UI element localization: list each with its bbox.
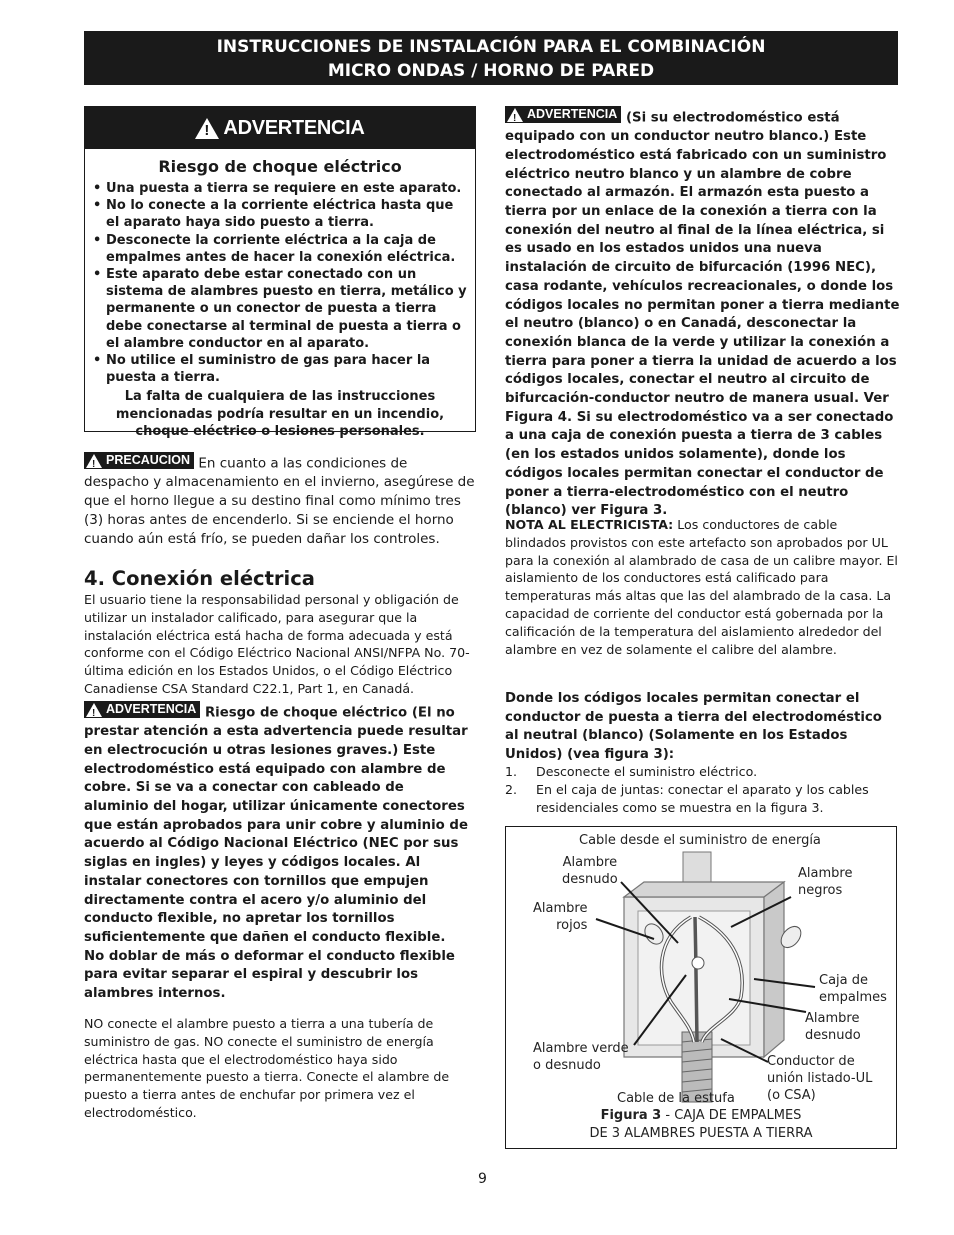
caution-text: En cuanto a las condiciones de despacho y almacenamiento en el invierno, asegúrese de que el horno llegue a su destino final como mínimo tres (3) horas antes de encenderlo. Si se enciende el horno cuando aún está frío, se pueden dañar los controles.: [84, 455, 475, 547]
section-heading: 4. Conexión eléctrica: [84, 567, 315, 590]
figure-label-black-wire: Alambre negros: [798, 866, 853, 898]
gas-note: NO conecte el alambre puesto a tierra a una tubería de suministro de gas. NO conecte el suministro de energía eléctrica hasta que el electrodoméstico haya sido permanentemente puesto a tierra. Conecte el alambre de puesto a tierra antes de enchufar por primera vez el electrodoméstico.: [84, 1016, 450, 1120]
figure-label-green-wire: Alambre verde o desnudo: [533, 1041, 629, 1073]
caution-badge: ! PRECAUCION: [84, 452, 194, 469]
warning-footer: La falta de cualquiera de las instrucciones mencionadas podría resultar en un incendio, choque eléctrico o lesiones personales.: [115, 389, 445, 439]
warning-box-title: Riesgo de choque eléctrico: [158, 157, 402, 176]
figure-3: [505, 826, 897, 1149]
figure-label-range-cable: Cable de la estufa: [617, 1091, 735, 1106]
warning-item: • No lo conecte a la corriente eléctrica hasta que el aparato haya sido puesto a tierra.: [93, 197, 469, 231]
figure-caption: Figura 3 - CAJA DE EMPALMES: [600, 1108, 802, 1123]
warning-badge: ! ADVERTENCIA: [505, 106, 621, 123]
warning-badge: ! ADVERTENCIA: [84, 701, 200, 718]
aluminium-warning-text: (El no prestar atención a esta advertencia puede resultar en electrocución u otras lesiones graves.) Este electrodoméstico está equipado con alambre de cobre. Si se va a conectar con cableado de aluminio del hogar, utilizar únicamente conectores que están aprobados para unir cobre y aluminio de acuerdo al Código Nacional Eléctrico (NEC por sus siglas en ingles) y leyes y códigos locales. Al instalar conectores con tornillos que empujen directamente contra el acero y/o aluminio del conducto flexible, no apretar los tornillos suficientemente que dañen el conducto flexible. No doblar de más o deformar el conducto flexible para evitar separar el espiral y descubrir los alambres internos.: [84, 705, 468, 1002]
warning-triangle-icon: [86, 703, 102, 717]
neutral-warning-text: (Si su electrodoméstico está equipado con un conductor neutro blanco.) Este electrodoméstico está fabricado con un suministro eléctrico neutro blanco y un alambre de cobre conectado al armazón. El armazón esta puesto a tierra por un enlace de la conexión a tierra con la conexión del neutro al final de la línea eléctrica, si es usado en los estados unidos una nueva instalación de circuito de bifurcación (1996 NEC), casa rodante, vehículos recreacionales, o donde los códigos locales no permitan poner a tierra mediante el neutro (blanco) o en Canadá, desconectar la conexión blanca de la verde y utilizar la conexión a tierra para poner a tierra la unidad de acuerdo a los códigos locales, conectar el neutro al circuito de bifurcación-conductor neutro de manera usual. Ver Figura 4. Si su electrodoméstico va a ser conectado a una caja de conexión puesta a tierra de 3 cables (en los estados unidos solamente), donde los códigos locales permitan conectar el conductor de poner a tierra-electrodoméstico con el neutro (blanco) ver Figura 3.: [505, 110, 900, 519]
warning-triangle-icon: [86, 454, 102, 468]
step-item: 2. En el caja de juntas: conectar el aparato y los cables residenciales como se muestra en la figura 3.: [505, 781, 869, 815]
header-line-1: INSTRUCCIONES DE INSTALACIÓN PARA EL COMBINACIÓN: [216, 37, 766, 57]
figure-label-bare-wire-2: Alambre desnudo: [805, 1011, 861, 1043]
warning-triangle-icon: [507, 108, 523, 122]
figure-label-bare-wire: Alambre desnudo: [562, 855, 618, 887]
local-codes-heading: Donde los códigos locales permitan conectar el conductor de puesta a tierra del electrodoméstico al neutral (blanco) (Solamente en los Estados Unidos) (vea figura 3):: [505, 691, 882, 763]
section-intro: El usuario tiene la responsabilidad personal y obligación de utilizar un instalador calificado, para asegurar que la instalación eléctrica está hacha de forma adecuada y está conforme con el Código Eléctrico Nacional ANSI/NFPA No. 70-última edición en los Estados Unidos, o el Código Eléctrico Canadiense CSA Standard C22.1, Part 1, en Canadá.: [84, 592, 470, 696]
electrician-note: [505, 516, 899, 658]
neutral-warning: [505, 106, 901, 521]
figure-caption-line-2: DE 3 ALAMBRES PUESTA A TIERRA: [589, 1126, 813, 1141]
warning-badge: ! ADVERTENCIA: [195, 117, 364, 140]
electrician-note-text: Los conductores de cable blindados provistos con este artefacto son aprobados por UL para la conexión al alambrado de casa de un calibre mayor. El aislamiento de los conductores está calificado para temperaturas más altas que las del alambrado de la casa. La capacidad de corriente del conductor está gobernada por la calificación de la temperatura del aislamiento alrededor del alambre en vez de solamente el calibre del alambre.: [505, 517, 898, 657]
figure-label-ul-conductor: Conductor de unión listado-UL (o CSA): [767, 1054, 873, 1103]
page-number: 9: [478, 1171, 487, 1187]
aluminium-warning-title: Riesgo de choque eléctrico: [204, 705, 408, 721]
warning-item: • Este aparato debe estar conectado con un sistema de alambres puesto en tierra, metálico y permanente o un conector de puesta a tierra debe conectarse al terminal de puesta a tierra o el alambre conductor en al aparato.: [93, 266, 469, 352]
figure-label-red-wire: Alambre rojos: [533, 901, 588, 933]
warning-item: • No utilice el suministro de gas para hacer la puesta a tierra.: [93, 352, 469, 386]
shock-warning-box: [84, 106, 476, 439]
step-item: 1. Desconecte el suministro eléctrico.: [505, 764, 758, 779]
caution-paragraph: [84, 452, 476, 548]
warning-list: [85, 180, 475, 386]
figure-label-supply: Cable desde el suministro de energía: [579, 833, 821, 848]
steps-list: [505, 763, 899, 816]
warning-item: • Una puesta a tierra se requiere en este aparato.: [93, 180, 469, 197]
page-header: [84, 31, 898, 85]
figure-label-junction-box: Caja de empalmes: [819, 973, 887, 1005]
warning-triangle-icon: [195, 118, 219, 139]
header-line-2: MICRO ONDAS / HORNO DE PARED: [327, 61, 655, 81]
warning-bar: [85, 107, 475, 149]
warning-item: • Desconecte la corriente eléctrica a la caja de empalmes antes de hacer la conexión eléctrica.: [93, 232, 469, 266]
electrician-note-label: NOTA AL ELECTRICISTA:: [505, 517, 674, 532]
aluminium-warning: [84, 701, 470, 1004]
